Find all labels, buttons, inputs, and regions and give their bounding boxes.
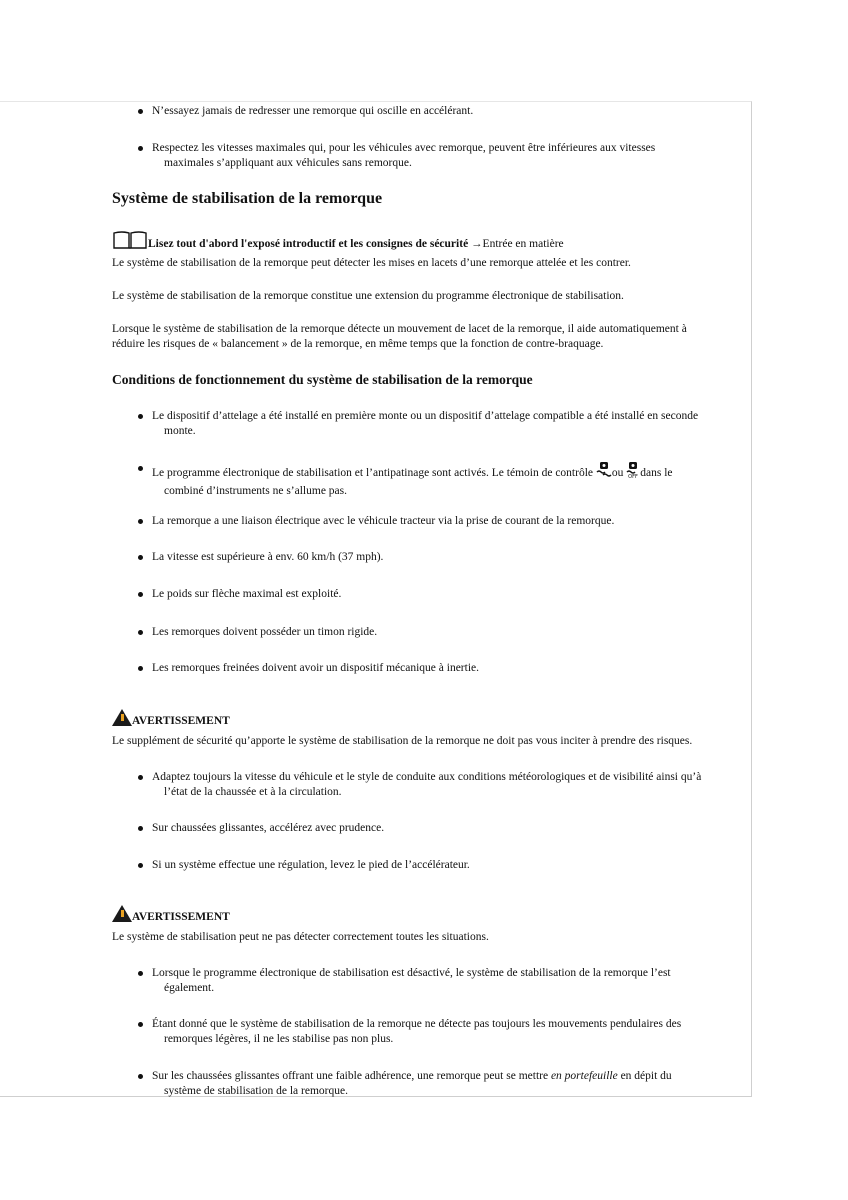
list-item-text: Sur les chaussées glissantes offrant une faible adhérence, une remorque peut se mettre bbox=[152, 1070, 549, 1082]
intro-line bbox=[112, 230, 752, 255]
list-item bbox=[138, 821, 738, 836]
list-item-text: Si un système effectue une régulation, levez le pied de l’accélérateur. bbox=[152, 859, 470, 871]
list-item-text: Respectez les vitesses maximales qui, pour les véhicules avec remorque, peuvent être inférieures aux vitesses bbox=[152, 142, 656, 154]
list-item-text: ou bbox=[611, 467, 624, 479]
list-item bbox=[138, 625, 738, 640]
svg-text:OFF: OFF bbox=[628, 474, 639, 479]
list-item-text: Étant donné que le système de stabilisation de la remorque ne détecte pas toujours les mouvements pendulaires des bbox=[152, 1018, 682, 1030]
list-item-text-continued: également. bbox=[164, 982, 215, 994]
book-icon bbox=[112, 230, 148, 255]
paragraph: Le système de stabilisation de la remorque constitue une extension du programme électronique de stabilisation. bbox=[112, 290, 624, 302]
list-item-text: La vitesse est supérieure à env. 60 km/h (37 mph). bbox=[152, 551, 384, 563]
warning-text: Le supplément de sécurité qu’apporte le système de stabilisation de la remorque ne doit pas vous inciter à prendre des risques. bbox=[112, 735, 693, 747]
paragraph: Lorsque le système de stabilisation de la remorque détecte un mouvement de lacet de la remorque, il aide automatiquement à bbox=[112, 323, 687, 335]
list-item bbox=[138, 514, 738, 529]
conditions-title: Conditions de fonctionnement du système de stabilisation de la remorque bbox=[112, 372, 533, 387]
esc-warning-icon bbox=[596, 461, 612, 484]
bullet-dot bbox=[138, 519, 143, 524]
list-item bbox=[138, 858, 738, 873]
bullet-dot bbox=[138, 630, 143, 635]
intro-bold-text: Lisez tout d'abord l'exposé introductif et les consignes de sécurité bbox=[148, 238, 469, 250]
list-item bbox=[138, 661, 738, 676]
list-item-text: Adaptez toujours la vitesse du véhicule et le style de conduite aux conditions météorologiques et de visibilité ainsi qu’à bbox=[152, 771, 702, 783]
warning-icon bbox=[112, 709, 132, 726]
intro-link[interactable]: →Entrée en matière bbox=[471, 238, 564, 250]
list-item bbox=[138, 770, 738, 800]
bullet-dot bbox=[138, 1074, 143, 1079]
list-item-text: Lorsque le programme électronique de stabilisation est désactivé, le système de stabilisation de la remorque l’est bbox=[152, 967, 671, 979]
list-item-text-continued: système de stabilisation de la remorque. bbox=[164, 1085, 348, 1097]
list-item-text: Le poids sur flèche maximal est exploité. bbox=[152, 588, 342, 600]
warning-heading bbox=[112, 905, 752, 925]
list-item-text-continued: l’état de la chaussée et à la circulation. bbox=[164, 786, 342, 798]
list-item-text: en dépit du bbox=[620, 1070, 672, 1082]
list-item-text: Les remorques doivent posséder un timon rigide. bbox=[152, 626, 378, 638]
warning-title: AVERTISSEMENT bbox=[132, 911, 230, 923]
list-item bbox=[138, 104, 738, 119]
list-item-text-continued: maximales s’appliquant aux véhicules sans remorque. bbox=[164, 157, 412, 169]
warning-heading bbox=[112, 709, 752, 729]
list-item bbox=[138, 550, 738, 565]
list-item-text: Le dispositif d’attelage a été installé en première monte ou un dispositif d’attelage compatible a été installé en seconde bbox=[152, 410, 699, 422]
list-item bbox=[138, 1017, 738, 1047]
bullet-dot bbox=[138, 109, 143, 114]
list-item bbox=[138, 461, 738, 499]
bullet-dot bbox=[138, 555, 143, 560]
bullet-dot bbox=[138, 863, 143, 868]
list-item bbox=[138, 409, 738, 439]
paragraph: Le système de stabilisation de la remorque peut détecter les mises en lacets d’une remorque attelée et les contrer. bbox=[112, 257, 631, 269]
bullet-dot bbox=[138, 466, 143, 471]
list-item-text: Sur chaussées glissantes, accélérez avec prudence. bbox=[152, 822, 385, 834]
bullet-dot bbox=[138, 775, 143, 780]
section-title: Système de stabilisation de la remorque bbox=[112, 190, 383, 207]
bullet-dot bbox=[138, 146, 143, 151]
list-item-emphasis: en portefeuille bbox=[550, 1070, 618, 1082]
bullet-dot bbox=[138, 414, 143, 419]
list-item bbox=[138, 966, 738, 996]
warning-text: Le système de stabilisation peut ne pas détecter correctement toutes les situations. bbox=[112, 931, 489, 943]
list-item bbox=[138, 587, 738, 602]
bullet-dot bbox=[138, 971, 143, 976]
list-item-text-continued: combiné d’instruments ne s’allume pas. bbox=[164, 485, 348, 497]
list-item bbox=[138, 1069, 738, 1099]
list-item-text: N’essayez jamais de redresser une remorque qui oscille en accélérant. bbox=[152, 105, 474, 117]
esc-off-icon bbox=[626, 461, 640, 484]
list-item bbox=[138, 141, 738, 171]
list-item-text-continued: monte. bbox=[164, 425, 196, 437]
bullet-dot bbox=[138, 826, 143, 831]
bullet-dot bbox=[138, 1022, 143, 1027]
warning-icon bbox=[112, 905, 132, 922]
bullet-dot bbox=[138, 666, 143, 671]
list-item-text: Les remorques freinées doivent avoir un dispositif mécanique à inertie. bbox=[152, 662, 480, 674]
list-item-text: La remorque a une liaison électrique avec le véhicule tracteur via la prise de courant de la remorque. bbox=[152, 515, 615, 527]
list-item-text: dans le bbox=[640, 467, 673, 479]
warning-title: AVERTISSEMENT bbox=[132, 715, 230, 727]
list-item-text: Le programme électronique de stabilisation et l’antipatinage sont activés. Le témoin de contrôle bbox=[152, 467, 593, 479]
bullet-dot bbox=[138, 592, 143, 597]
paragraph-continued: réduire les risques de « balancement » de la remorque, en même temps que la fonction de contre-braquage. bbox=[112, 338, 604, 350]
list-item-text-continued: remorques légères, il ne les stabilise pas non plus. bbox=[164, 1033, 394, 1045]
